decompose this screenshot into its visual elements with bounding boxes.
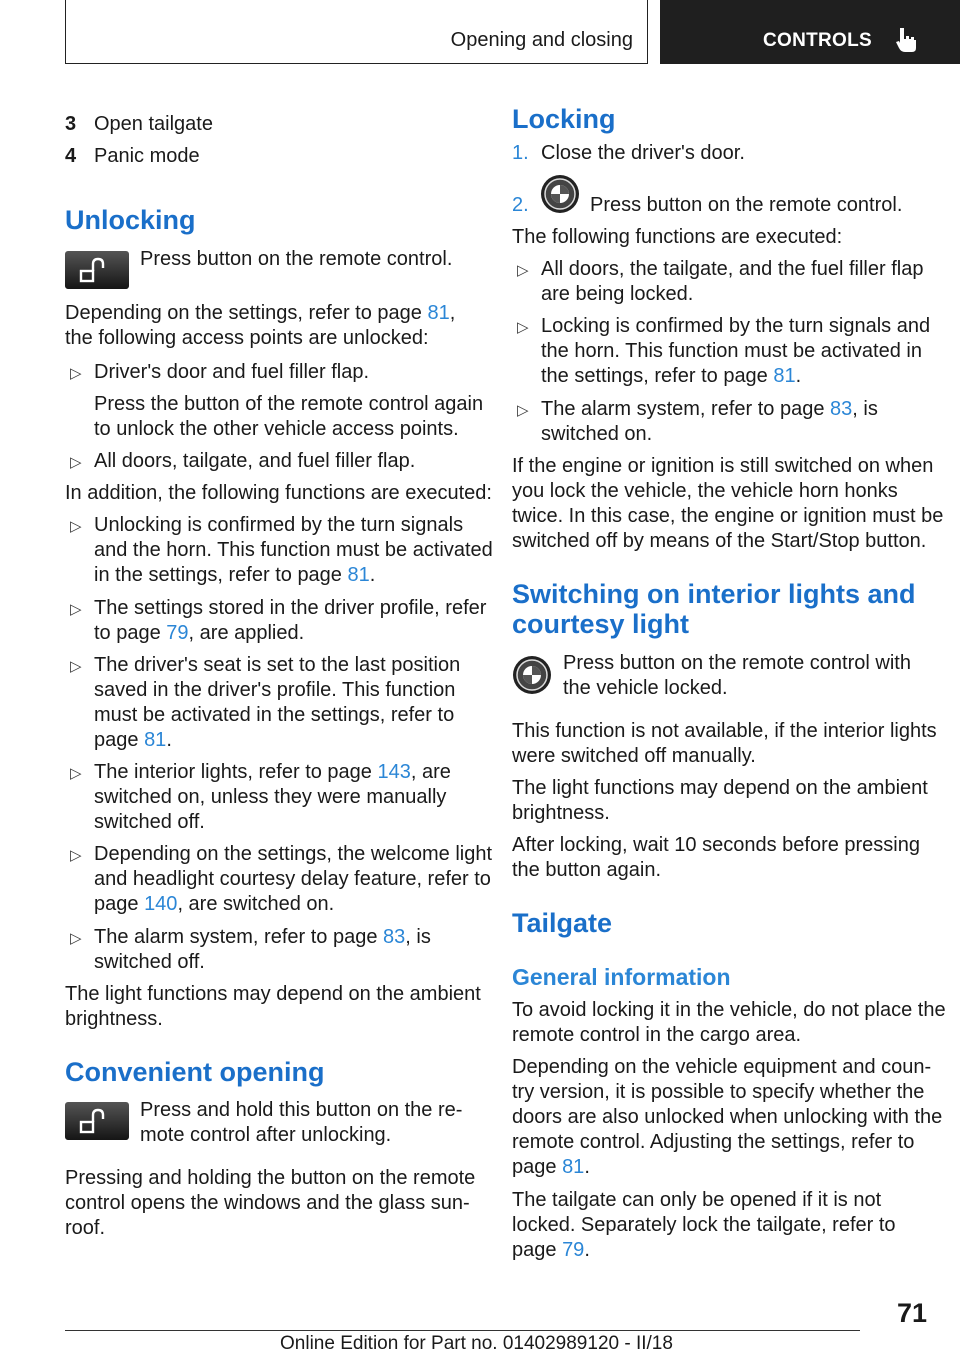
paragraph: locked. Separately lock the tailgate, refer to	[512, 1214, 896, 1236]
bullet-text: the settings, refer to page 81.	[541, 365, 802, 387]
paragraph: To avoid locking it in the vehicle, do not place the	[512, 999, 946, 1021]
paragraph: the following access points are unlocked:	[65, 327, 429, 349]
bullet-text: The alarm system, refer to page 83, is	[541, 398, 878, 420]
bullet-text: Driver's door and fuel filler flap.	[94, 361, 370, 383]
header-chapter-box	[660, 0, 960, 64]
subheading-general-information: General information	[512, 964, 731, 990]
list-item: Open tailgate	[94, 113, 213, 135]
page-link[interactable]: 81	[562, 1156, 585, 1178]
step-number: 2.	[512, 194, 529, 216]
heading-unlocking: Unlocking	[65, 205, 196, 235]
paragraph: were switched off manually.	[512, 745, 756, 767]
bullet-text: the horn. This function must be activated in	[541, 340, 922, 362]
list-item: Panic mode	[94, 145, 200, 167]
paragraph: roof.	[65, 1217, 106, 1239]
paragraph: doors are also unlocked when unlocking with the	[512, 1106, 943, 1128]
footer-divider	[65, 1330, 860, 1331]
paragraph: The following functions are executed:	[512, 226, 843, 248]
bullet-text: to page 79, are applied.	[94, 622, 305, 644]
heading-interior-lights: courtesy light	[512, 609, 690, 639]
page-number: 71	[897, 1298, 928, 1328]
paragraph: Depending on the settings, refer to page 81,	[65, 302, 456, 324]
unlock-button-icon	[65, 1102, 129, 1140]
paragraph: This function is not available, if the interior lights	[512, 720, 937, 742]
header-section-title: Opening and closing	[450, 29, 633, 51]
page-link[interactable]: 83	[383, 926, 406, 948]
paragraph: brightness.	[512, 802, 610, 824]
triangle-bullet-icon: ▷	[70, 930, 82, 947]
bullet-text: Press the button of the remote control again	[94, 393, 484, 415]
triangle-bullet-icon: ▷	[517, 262, 529, 279]
header-section-box	[65, 0, 648, 64]
paragraph: twice. In this case, the engine or ignition must be	[512, 505, 944, 527]
bullet-text: All doors, tailgate, and fuel filler flap.	[94, 450, 416, 472]
triangle-bullet-icon: ▷	[70, 765, 82, 782]
bullet-text: page 140, are switched on.	[94, 893, 335, 915]
paragraph: try version, it is possible to specify whether the	[512, 1081, 925, 1103]
page-link[interactable]: 79	[562, 1239, 585, 1261]
bullet-text: The interior lights, refer to page 143, are	[94, 761, 451, 783]
paragraph: page 79.	[512, 1239, 590, 1261]
paragraph: control opens the windows and the glass sun‐	[65, 1192, 470, 1214]
heading-locking: Locking	[512, 104, 616, 134]
paragraph: page 81.	[512, 1156, 590, 1178]
bullet-text: are being locked.	[541, 283, 694, 305]
paragraph: remote control. Adjusting the settings, refer to	[512, 1131, 915, 1153]
page-link[interactable]: 83	[830, 398, 853, 420]
triangle-bullet-icon: ▷	[70, 658, 82, 675]
interior-button-text: Press button on the remote control with	[563, 652, 911, 674]
heading-interior-lights: Switching on interior lights and	[512, 579, 916, 609]
bullet-text: Depending on the settings, the welcome light	[94, 843, 493, 865]
heading-tailgate: Tailgate	[512, 908, 613, 938]
bullet-text: The alarm system, refer to page 83, is	[94, 926, 431, 948]
page-link[interactable]: 140	[144, 893, 178, 915]
bullet-text: and headlight courtesy delay feature, refer to	[94, 868, 491, 890]
paragraph: The light functions may depend on the ambient	[65, 983, 481, 1005]
bullet-text: The settings stored in the driver profile, refer	[94, 597, 487, 619]
paragraph: switched off by means of the Start/Stop button.	[512, 530, 927, 552]
paragraph: brightness.	[65, 1008, 163, 1030]
paragraph: the button again.	[512, 859, 662, 881]
bullet-text: Locking is confirmed by the turn signals and	[541, 315, 931, 337]
list-number: 3	[65, 113, 77, 135]
footer-edition: Online Edition for Part no. 01402989120 - II/18	[280, 1333, 673, 1354]
paragraph: remote control in the cargo area.	[512, 1024, 802, 1046]
paragraph: After locking, wait 10 seconds before pressing	[512, 834, 920, 856]
triangle-bullet-icon: ▷	[517, 319, 529, 336]
convenient-button-text: Press and hold this button on the re‐	[140, 1099, 463, 1121]
triangle-bullet-icon: ▷	[70, 601, 82, 618]
paragraph: In addition, the following functions are executed:	[65, 482, 492, 504]
heading-convenient-opening: Convenient opening	[65, 1057, 325, 1087]
triangle-bullet-icon: ▷	[70, 365, 82, 382]
pointing-hand-icon	[894, 26, 920, 54]
bullet-text: saved in the driver's profile. This function	[94, 679, 456, 701]
page-link[interactable]: 81	[347, 564, 370, 586]
bullet-text: switched off.	[94, 811, 205, 833]
bmw-logo-button-icon	[512, 655, 552, 695]
step-text: Close the driver's door.	[541, 142, 745, 164]
step-text: Press button on the remote control.	[590, 194, 903, 216]
bullet-text: to unlock the other vehicle access points.	[94, 418, 459, 440]
bullet-text: switched on, unless they were manually	[94, 786, 447, 808]
interior-button-text: the vehicle locked.	[563, 677, 728, 699]
unlock-button-icon	[65, 251, 129, 289]
triangle-bullet-icon: ▷	[70, 847, 82, 864]
bmw-logo-button-icon	[540, 174, 580, 214]
paragraph: The light functions may depend on the ambient	[512, 777, 928, 799]
step-number: 1.	[512, 142, 529, 164]
paragraph: If the engine or ignition is still switched on when	[512, 455, 934, 477]
bullet-text: page 81.	[94, 729, 172, 751]
bullet-text: Unlocking is confirmed by the turn signals	[94, 514, 464, 536]
page-link[interactable]: 81	[427, 302, 450, 324]
unlock-button-text: Press button on the remote control.	[140, 248, 453, 270]
bullet-text: switched off.	[94, 951, 205, 973]
paragraph: Pressing and holding the button on the remote	[65, 1167, 476, 1189]
bullet-text: and the horn. This function must be activated	[94, 539, 493, 561]
triangle-bullet-icon: ▷	[70, 518, 82, 535]
page-link[interactable]: 81	[144, 729, 167, 751]
list-number: 4	[65, 145, 77, 167]
bullet-text: in the settings, refer to page 81.	[94, 564, 376, 586]
page-link[interactable]: 143	[377, 761, 411, 783]
bullet-text: The driver's seat is set to the last position	[94, 654, 461, 676]
convenient-button-text: mote control after unlocking.	[140, 1124, 392, 1146]
triangle-bullet-icon: ▷	[70, 454, 82, 471]
paragraph: you lock the vehicle, the vehicle horn honks	[512, 480, 898, 502]
bullet-text: All doors, the tailgate, and the fuel filler flap	[541, 258, 924, 280]
paragraph: Depending on the vehicle equipment and coun‐	[512, 1056, 932, 1078]
bullet-text: switched on.	[541, 423, 653, 445]
bullet-text: must be activated in the settings, refer to	[94, 704, 455, 726]
triangle-bullet-icon: ▷	[517, 402, 529, 419]
page-link[interactable]: 81	[773, 365, 796, 387]
paragraph: The tailgate can only be opened if it is not	[512, 1189, 882, 1211]
page-link[interactable]: 79	[166, 622, 189, 644]
header-chapter-title: CONTROLS	[763, 30, 873, 51]
